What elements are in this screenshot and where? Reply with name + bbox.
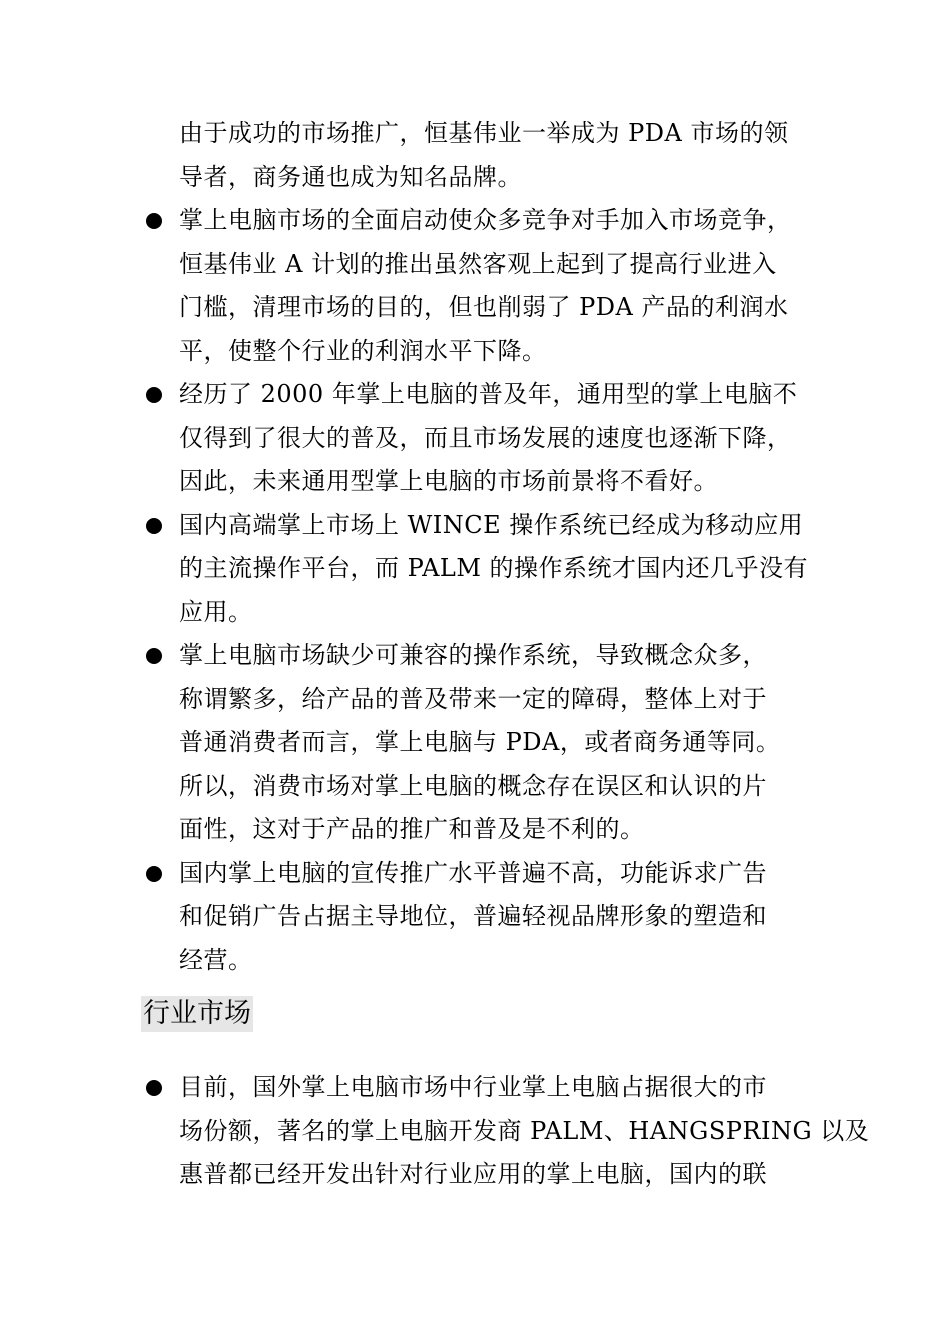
text-line: 国内掌上电脑的宣传推广水平普遍不高，功能诉求广告: [179, 858, 767, 887]
continuation-paragraph: [179, 112, 829, 199]
industry-market-list: [140, 1066, 870, 1197]
text-line: 门槛，清理市场的目的，但也削弱了 PDA 产品的利润水: [179, 293, 789, 321]
text-line: 目前，国外掌上电脑市场中行业掌上电脑占据很大的市: [179, 1073, 767, 1101]
text-line: 因此，未来通用型掌上电脑的市场前景将不看好。: [179, 467, 718, 495]
bullet-icon: [146, 213, 162, 229]
text-line: 和促销广告占据主导地位，普遍轻视品牌形象的塑造和: [179, 902, 767, 930]
bullet-icon: [146, 866, 162, 882]
text-line: 导者，商务通也成为知名品牌。: [179, 162, 522, 191]
text-line: 应用。: [179, 597, 253, 626]
text-line: 仅得到了很大的普及，而且市场发展的速度也逐渐下降，: [179, 423, 792, 452]
text-line: 称谓繁多，给产品的普及带来一定的障碍，整体上对于: [179, 684, 767, 713]
bullet-icon: [146, 387, 162, 403]
text-line: 平，使整个行业的利润水平下降。: [179, 336, 547, 365]
text-line: 掌上电脑市场的全面启动使众多竞争对手加入市场竞争，: [179, 206, 792, 234]
list-item: [140, 852, 830, 983]
bullet-icon: [146, 648, 162, 664]
list-item: [140, 199, 830, 373]
bullet-icon: [146, 1080, 162, 1096]
text-line: 普通消费者而言，掌上电脑与 PDA，或者商务通等同。: [179, 728, 781, 756]
market-issues-list: [140, 199, 830, 982]
text-line: 经营。: [179, 945, 253, 974]
text-line: 惠普都已经开发出针对行业应用的掌上电脑，国内的联: [179, 1160, 767, 1188]
text-line: 面性，这对于产品的推广和普及是不利的。: [179, 815, 645, 843]
text-line: 国内高端掌上市场上 WINCE 操作系统已经成为移动应用: [179, 510, 804, 539]
text-line: 场份额，著名的掌上电脑开发商 PALM、HANGSPRING 以及: [179, 1116, 870, 1145]
list-item: [140, 634, 830, 852]
list-item: [140, 504, 830, 635]
text-line: 所以，消费市场对掌上电脑的概念存在误区和认识的片: [179, 771, 767, 800]
list-item: [140, 1066, 870, 1197]
list-item: [140, 373, 830, 504]
section-heading: 行业市场: [141, 996, 253, 1032]
text-line: 的主流操作平台，而 PALM 的操作系统才国内还几乎没有: [179, 554, 809, 582]
text-line: 恒基伟业 A 计划的推出虽然客观上起到了提高行业进入: [179, 249, 777, 278]
text-line: 掌上电脑市场缺少可兼容的操作系统，导致概念众多，: [179, 641, 767, 669]
bullet-icon: [146, 518, 162, 534]
text-line: 经历了 2000 年掌上电脑的普及年，通用型的掌上电脑不: [179, 380, 798, 408]
text-line: 由于成功的市场推广，恒基伟业一举成为 PDA 市场的领: [179, 119, 789, 147]
